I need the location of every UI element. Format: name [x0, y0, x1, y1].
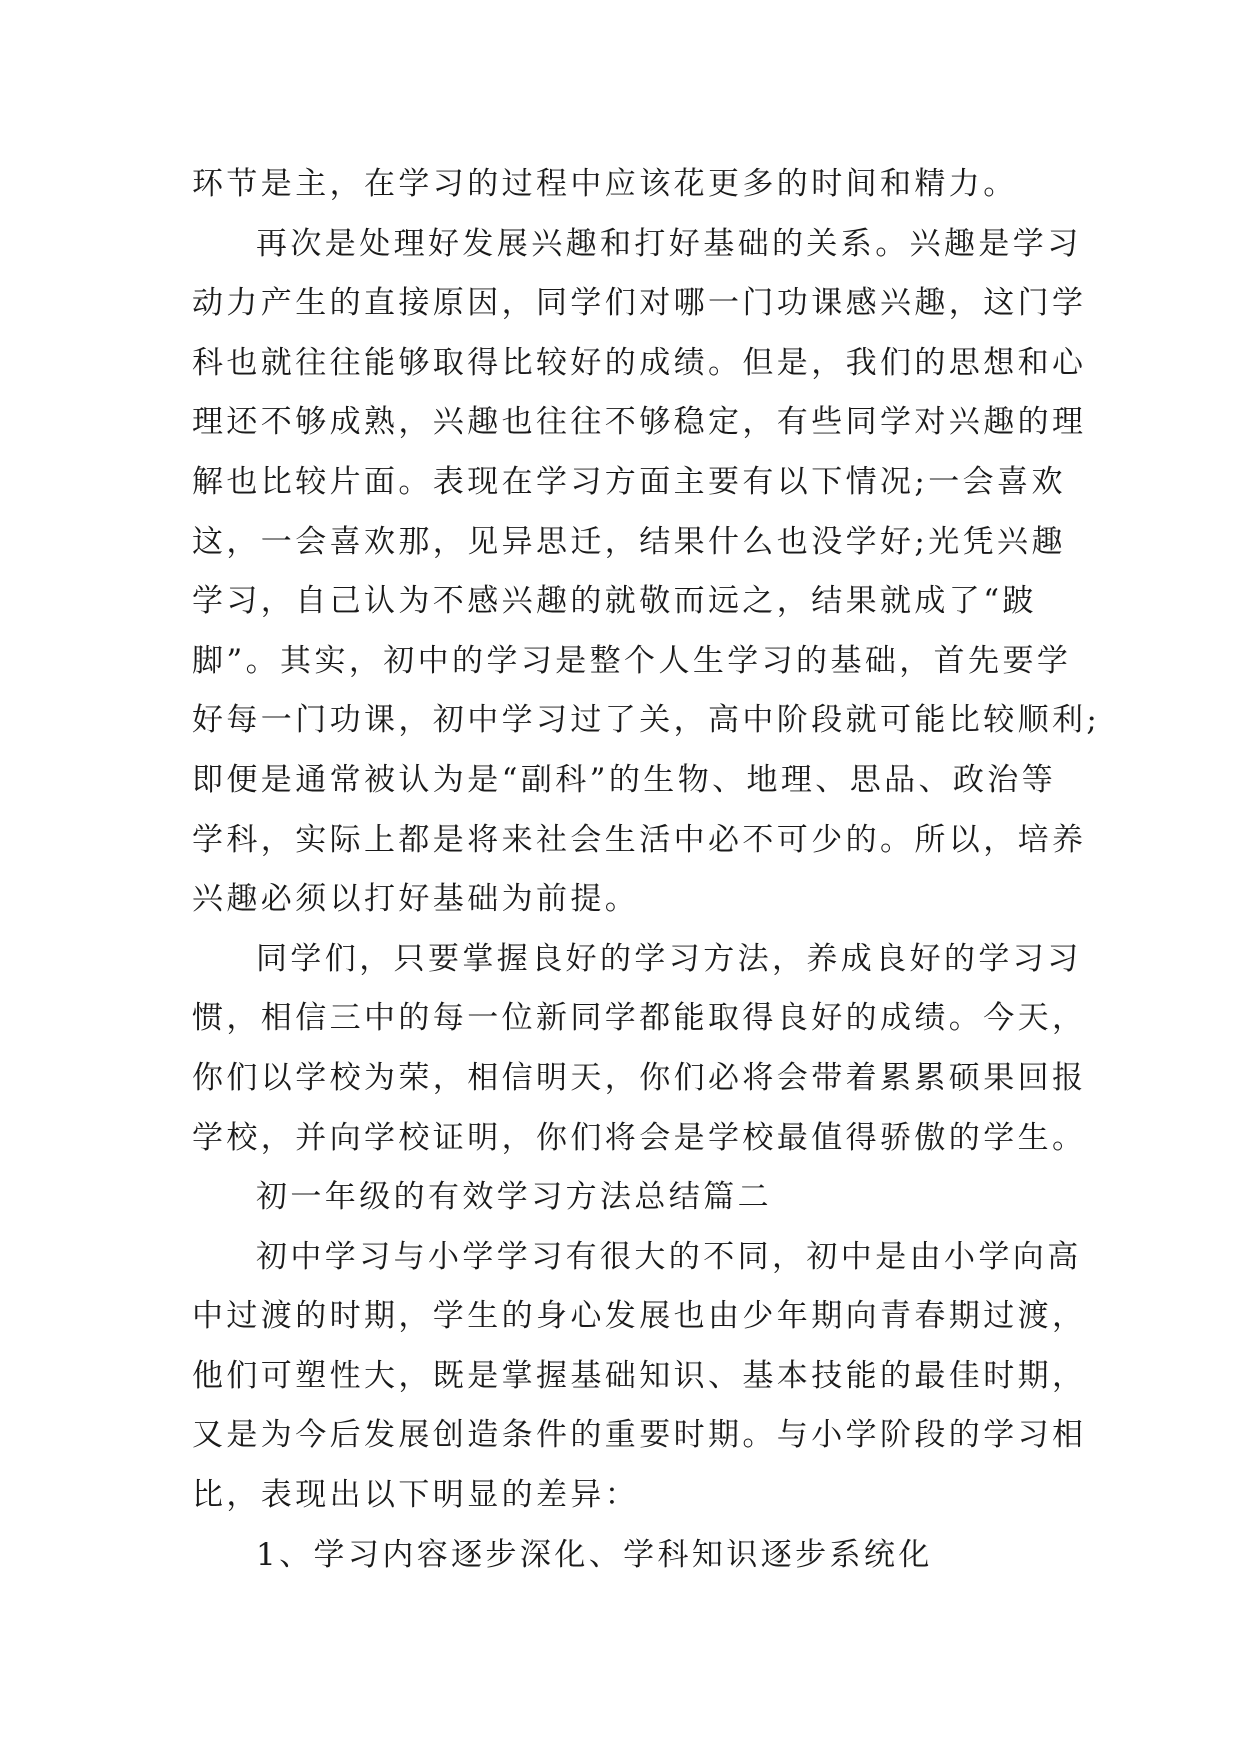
- text-line: 解也比较片面。表现在学习方面主要有以下情况;一会喜欢: [192, 463, 1066, 500]
- paragraph-start-line: 再次是处理好发展兴趣和打好基础的关系。兴趣是学习: [256, 225, 1082, 262]
- text-line: 这，一会喜欢那，见异思迁，结果什么也没学好;光凭兴趣: [192, 523, 1066, 560]
- text-line: 脚”。其实，初中的学习是整个人生学习的基础，首先要学: [192, 642, 1072, 679]
- text-line: 学习，自己认为不感兴趣的就敬而远之，结果就成了“跛: [192, 583, 1037, 620]
- text-line: 动力产生的直接原因，同学们对哪一门功课感兴趣，这门学: [192, 285, 1087, 322]
- text-line: 理还不够成熟，兴趣也往往不够稳定，有些同学对兴趣的理: [192, 404, 1087, 441]
- paragraph-start-line: 同学们，只要掌握良好的学习方法，养成良好的学习习: [256, 940, 1082, 977]
- text-line: 惯，相信三中的每一位新同学都能取得良好的成绩。今天，: [192, 1000, 1087, 1037]
- text-line: 学科，实际上都是将来社会生活中必不可少的。所以，培养: [192, 821, 1087, 858]
- text-line: 又是为今后发展创造条件的重要时期。与小学阶段的学习相: [192, 1417, 1087, 1454]
- text-line: 中过渡的时期，学生的身心发展也由少年期向青春期过渡，: [192, 1298, 1087, 1335]
- text-line: 环节是主，在学习的过程中应该花更多的时间和精力。: [192, 166, 1018, 202]
- document-body: [192, 155, 1101, 1585]
- text-line: 即便是通常被认为是“副科”的生物、地理、思品、政治等: [192, 761, 1057, 798]
- section-heading: 初一年级的有效学习方法总结篇二: [256, 1179, 772, 1216]
- text-line: 比，表现出以下明显的差异：: [192, 1477, 640, 1514]
- paragraph-start-line: 初中学习与小学学习有很大的不同，初中是由小学向高: [256, 1238, 1082, 1275]
- text-line: 科也就往往能够取得比较好的成绩。但是，我们的思想和心: [192, 344, 1087, 381]
- list-item-heading: 1、学习内容逐步深化、学科知识逐步系统化: [256, 1536, 933, 1573]
- text-line: 好每一门功课，初中学习过了关，高中阶段就可能比较顺利;: [192, 702, 1101, 739]
- text-line: 学校，并向学校证明，你们将会是学校最值得骄傲的学生。: [192, 1119, 1087, 1156]
- text-line: 他们可塑性大，既是掌握基础知识、基本技能的最佳时期，: [192, 1357, 1087, 1394]
- text-line: 兴趣必须以打好基础为前提。: [192, 881, 640, 918]
- text-line: 你们以学校为荣，相信明天，你们必将会带着累累硕果回报: [192, 1059, 1087, 1096]
